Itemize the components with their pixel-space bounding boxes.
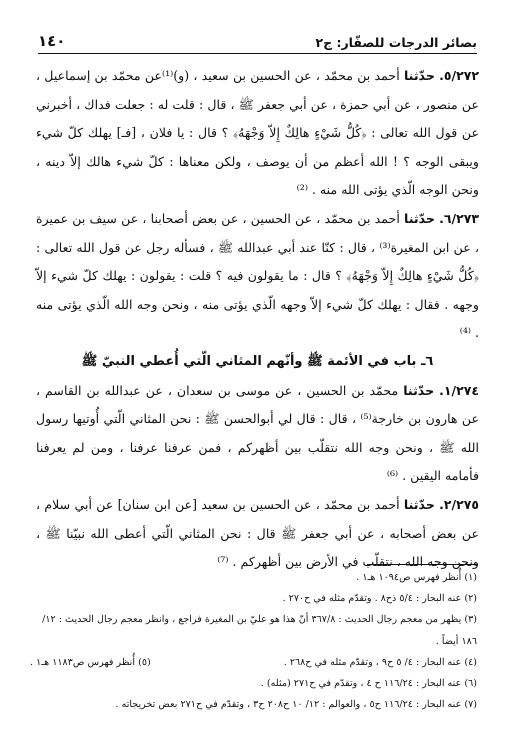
hadith-text: أحمد بن محمّد ، عن الحسين ، عن بعض أصحابنا ، عن سيف بن عميرة ، عن ابن المغيرة⁽³⁾ ، قال : كنّا عند أبي عبدالله ﷺ ، فسأله رجل عن قول الله تعالى : ﴿كُلُّ شَيْءٍ هالِكٌ إِلاّ وَجْهَهُ﴾ ؟ قال : ما يقولون فيه ؟ قلت : يقولون : يهلك كلّ شيء إلاّ وجهه . فقال : يهلك كلّ شيء إلاّ وجهه الّذي يؤتى منه ، ونحن وجه الله الّذي يؤتى منه . ⁽⁴⁾	[36, 210, 480, 341]
running-header	[38, 22, 477, 54]
main-text	[36, 62, 479, 577]
footnotes	[30, 567, 477, 715]
page-number: ١٤٠	[38, 32, 66, 50]
hadith-text: أحمد بن محمّد ، عن الحسين بن سعيد ، (و)⁽¹⁾عن محمّد بن إسماعيل ، عن منصور ، عن أبي حمزة ، عن أبي جعفر ﷺ ، قال : قلت له : جعلت فداك ، أخبرني عن قول الله تعالى : ﴿كُلُّ شَيْءٍ هالِكٌ إِلاّ وَجْهَهُ﴾ ؟ قال : يا فلان ، [فـ] يهلك كلّ شيء ويبقى الوجه ؟ ! الله أعظم من أن يوصف ، ولكن معناها : كلّ شيء هالك إلاّ دينه ، ونحن الوجه الّذي يؤتى الله منه . ⁽²⁾	[36, 68, 479, 198]
footnote-separator	[367, 564, 477, 565]
hadith-keyword: حدّثنا	[403, 382, 435, 398]
hadith-keyword: حدّثنا	[403, 68, 435, 83]
hadith-text: محمّد بن الحسين ، عن موسى بن سعدان ، عن عبدالله بن القاسم ، عن هارون بن خارجة⁽⁵⁾ ، قال : قال لي أبوالحسن ﷺ : نحن المثاني الّتي أُوتيها رسول الله ﷺ ، ونحن وجه الله نتقلّب بين أظهركم ، فمن عرفنا عرفنا ، ومن لم يعرفنا فأمامه اليقين . ⁽⁶⁾	[36, 382, 479, 484]
footnote: (٣) يظهر من معجم رجال الحديث : ٣٦٧/٨ أنّ هذا هو عليّ بن المغيرة فراجع ، وانظر معجم رجال الحديث : ١٢/ ١٨٦ أيضاً .	[42, 614, 477, 647]
footnote: (٥) أُنظر فهرس ص١١٨٣ هـ١ .	[30, 656, 151, 668]
hadith-number: ١/٢٧٤.	[439, 382, 479, 398]
book-title: بصائر الدرجات للصفّار: ج٢	[315, 35, 477, 50]
hadith-keyword: حدّثنا	[404, 210, 435, 226]
hadith-paragraph	[36, 62, 479, 205]
footnote: (٤) عنه البحار : ٤/ ٥ ح٩ ، وتقدّم مثله في ح٢٦٨ .	[283, 656, 477, 668]
footnote-row	[30, 652, 477, 673]
footnote: (٧) عنه البحار : ١١٦/٢٤ ح٥ ، والعوالم : ١٢/ ١٠ ح٢٠٨ ح٣ ، وتقدّم في ح٢٧١ بعض تخريجاته .	[115, 699, 477, 711]
hadith-number: ٥/٢٧٢.	[439, 68, 479, 83]
hadith-paragraph	[36, 205, 479, 348]
footnote: (١) أُنظر فهرس ص١٠٩٤ هـ١ .	[356, 572, 477, 583]
chapter-heading: ٦ـ باب في الأئمة ﷺ وأنّهم المثاني الّتي أُعطي النبيّ ﷺ	[81, 353, 434, 369]
hadith-number: ٦/٢٧٣.	[439, 210, 479, 226]
footnote: (٢) عنه البحار : ٥/٤ ذح٨ . وتقدّم مثله في ح٢٧٠ .	[282, 593, 477, 605]
hadith-paragraph	[36, 377, 479, 491]
footnote: (٦) عنه البحار : ١١٦/٢٤ ح ٤ ، وتقدّم في ح٢٧١ (مثله) .	[260, 678, 477, 690]
hadith-keyword: حدّثنا	[403, 496, 435, 512]
hadith-number: ٢/٢٧٥.	[439, 496, 479, 512]
hadith-text: أحمد بن محمّد ، عن الحسين بن سعيد [عن ابن سنان] عن أبي سلام ، عن بعض أصحابه ، عن أبي جعفر ﷺ قال : نحن المثاني الّتي أعطى الله نبيّنا ﷺ ، ونحن وجه الله ، نتقلّب في الأرض بين أظهركم . ⁽⁷⁾	[36, 496, 479, 570]
